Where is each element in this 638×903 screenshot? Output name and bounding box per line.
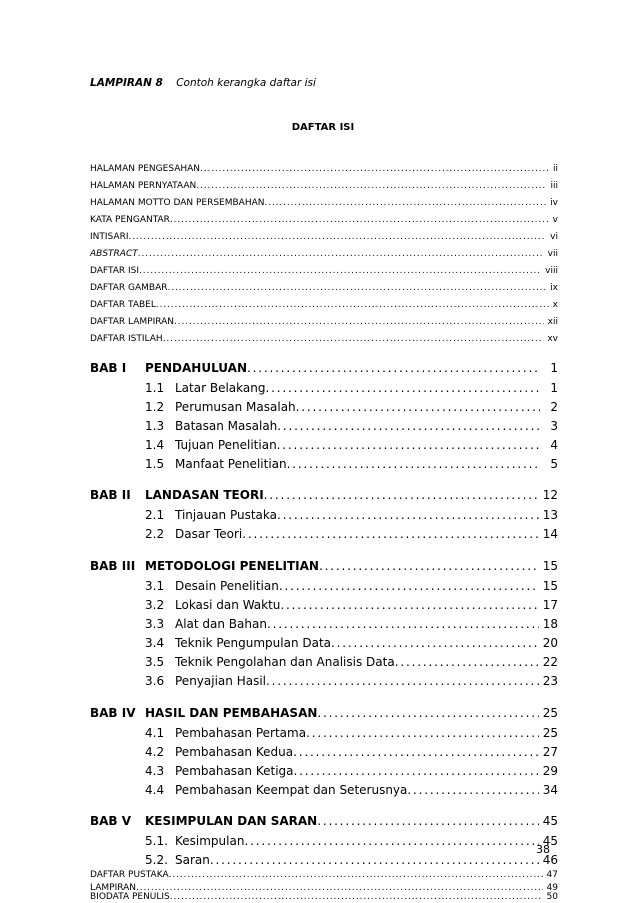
chapter-page: 1 xyxy=(550,361,558,375)
toc-entry xyxy=(90,283,558,293)
section-title: Kesimpulan xyxy=(175,834,245,848)
chapter-heading xyxy=(90,361,558,375)
chapter-title: PENDAHULUAN xyxy=(145,361,247,375)
section-page: 22 xyxy=(542,655,558,669)
chapter-heading xyxy=(90,814,558,828)
chapter-number: BAB II xyxy=(90,488,131,502)
lampiran-label: LAMPIRAN 8 xyxy=(90,77,163,89)
section-page: 4 xyxy=(550,438,558,452)
toc-entry xyxy=(90,181,558,191)
toc-page: 50 xyxy=(546,892,558,902)
toc-page: x xyxy=(552,300,558,310)
section-title: Pembahasan Pertama xyxy=(175,726,307,740)
section-title: Saran xyxy=(175,853,210,867)
section-title: Alat dan Bahan xyxy=(175,617,267,631)
toc-entry xyxy=(90,317,558,327)
toc-page: iii xyxy=(550,181,558,191)
chapter-page: 12 xyxy=(542,488,558,502)
section-title: Tujuan Penelitian xyxy=(175,438,277,452)
section-title: Manfaat Penelitian xyxy=(175,457,287,471)
section-number: 4.1 xyxy=(145,726,165,740)
chapter-page: 15 xyxy=(542,559,558,573)
section-entry xyxy=(145,381,558,395)
toc-label: DAFTAR PUSTAKA xyxy=(90,870,169,880)
toc-entry xyxy=(90,266,558,276)
section-entry xyxy=(145,527,558,541)
chapter-heading xyxy=(90,706,558,720)
section-number: 2.1 xyxy=(145,508,165,522)
section-page: 29 xyxy=(542,764,558,778)
toc-page: iv xyxy=(550,198,558,208)
toc-entry xyxy=(90,215,558,225)
toc-label: KATA PENGANTAR xyxy=(90,215,170,225)
chapter-heading xyxy=(90,559,558,573)
toc-page: vii xyxy=(547,249,558,259)
section-page: 1 xyxy=(550,381,558,395)
toc-label: BIODATA PENULIS xyxy=(90,892,170,902)
section-title: Penyajian Hasil xyxy=(175,674,266,688)
section-page: 2 xyxy=(550,400,558,414)
page-title: DAFTAR ISI xyxy=(291,122,355,133)
section-number: 5.1. xyxy=(145,834,168,848)
toc-entry xyxy=(90,334,558,344)
section-title: Desain Penelitian xyxy=(175,579,279,593)
section-page: 15 xyxy=(542,579,558,593)
chapter-title: LANDASAN TEORI xyxy=(145,488,264,502)
section-title: Teknik Pengolahan dan Analisis Data xyxy=(175,655,395,669)
toc-entry xyxy=(90,198,558,208)
section-number: 3.6 xyxy=(145,674,165,688)
section-page: 3 xyxy=(550,419,558,433)
section-page: 17 xyxy=(542,598,558,612)
section-number: 1.5 xyxy=(145,457,165,471)
section-title: Pembahasan Keempat dan Seterusnya xyxy=(175,783,408,797)
toc-page: xii xyxy=(547,317,558,327)
section-page: 5 xyxy=(550,457,558,471)
section-number: 3.5 xyxy=(145,655,165,669)
chapter-title: KESIMPULAN DAN SARAN xyxy=(145,814,318,828)
toc-page: ii xyxy=(552,164,558,174)
toc-label: DAFTAR ISI xyxy=(90,266,140,276)
section-number: 4.2 xyxy=(145,745,165,759)
section-entry xyxy=(145,674,558,688)
chapter-title: HASIL DAN PEMBAHASAN xyxy=(145,706,318,720)
section-page: 20 xyxy=(542,636,558,650)
section-number: 1.1 xyxy=(145,381,165,395)
toc-page: vi xyxy=(550,232,558,242)
section-number: 1.4 xyxy=(145,438,165,452)
chapter-title: METODOLOGI PENELITIAN xyxy=(145,559,319,573)
section-number: 3.2 xyxy=(145,598,165,612)
chapter-number: BAB I xyxy=(90,361,127,375)
section-title: Dasar Teori xyxy=(175,527,243,541)
section-entry xyxy=(145,853,558,867)
section-page: 23 xyxy=(542,674,558,688)
toc-entry xyxy=(90,892,558,902)
chapter-number: BAB IV xyxy=(90,706,136,720)
lampiran-header xyxy=(90,77,316,89)
section-number: 2.2 xyxy=(145,527,165,541)
chapter-number: BAB III xyxy=(90,559,136,573)
toc-label: ABSTRACT xyxy=(90,249,138,259)
section-title: Batasan Masalah xyxy=(175,419,278,433)
toc-label: LAMPIRAN xyxy=(90,883,137,893)
section-entry xyxy=(145,745,558,759)
toc-page: v xyxy=(552,215,558,225)
section-entry xyxy=(145,579,558,593)
section-number: 5.2. xyxy=(145,853,168,867)
toc-page: ix xyxy=(550,283,558,293)
section-title: Teknik Pengumpulan Data xyxy=(175,636,332,650)
toc-label: HALAMAN PENGESAHAN xyxy=(90,164,201,174)
section-title: Lokasi dan Waktu xyxy=(175,598,281,612)
lampiran-caption: Contoh kerangka daftar isi xyxy=(176,77,316,89)
section-entry xyxy=(145,834,558,848)
toc-page: 49 xyxy=(546,883,558,893)
toc-entry xyxy=(90,300,558,310)
toc-label: DAFTAR TABEL xyxy=(90,300,156,310)
toc-label: HALAMAN MOTTO DAN PERSEMBAHAN xyxy=(90,198,265,208)
section-number: 3.4 xyxy=(145,636,165,650)
section-entry xyxy=(145,598,558,612)
section-number: 4.4 xyxy=(145,783,165,797)
section-entry xyxy=(145,419,558,433)
section-title: Pembahasan Kedua xyxy=(175,745,294,759)
toc-page: xv xyxy=(547,334,558,344)
chapter-page: 45 xyxy=(542,814,558,828)
section-title: Pembahasan Ketiga xyxy=(175,764,294,778)
chapter-page: 25 xyxy=(542,706,558,720)
section-entry xyxy=(145,636,558,650)
toc-label: DAFTAR LAMPIRAN xyxy=(90,317,175,327)
section-page: 45 xyxy=(542,834,558,848)
toc-page: viii xyxy=(545,266,558,276)
section-number: 1.3 xyxy=(145,419,165,433)
toc-entry xyxy=(90,232,558,242)
section-entry xyxy=(145,783,558,797)
section-number: 3.1 xyxy=(145,579,165,593)
section-page: 13 xyxy=(542,508,558,522)
section-entry xyxy=(145,726,558,740)
section-page: 27 xyxy=(542,745,558,759)
section-entry xyxy=(145,508,558,522)
section-page: 18 xyxy=(542,617,558,631)
section-page: 34 xyxy=(542,783,558,797)
section-number: 3.3 xyxy=(145,617,165,631)
toc-label: DAFTAR GAMBAR xyxy=(90,283,168,293)
section-entry xyxy=(145,655,558,669)
toc-label: HALAMAN PERNYATAAN xyxy=(90,181,197,191)
section-entry xyxy=(145,617,558,631)
toc-entry xyxy=(90,870,558,880)
section-entry xyxy=(145,400,558,414)
chapter-heading xyxy=(90,488,558,502)
section-title: Tinjauan Pustaka xyxy=(175,508,277,522)
section-page: 25 xyxy=(542,726,558,740)
toc-entry xyxy=(90,164,558,174)
section-entry xyxy=(145,457,558,471)
section-entry xyxy=(145,438,558,452)
section-page: 46 xyxy=(542,853,558,867)
section-page: 14 xyxy=(542,527,558,541)
section-entry xyxy=(145,764,558,778)
toc-label: INTISARI xyxy=(90,232,129,242)
section-title: Latar Belakang xyxy=(175,381,266,395)
section-title: Perumusan Masalah xyxy=(175,400,296,414)
toc-page: 47 xyxy=(546,870,558,880)
toc-entry xyxy=(90,249,558,259)
section-number: 4.3 xyxy=(145,764,165,778)
toc-label: DAFTAR ISTILAH xyxy=(90,334,163,344)
section-number: 1.2 xyxy=(145,400,165,414)
chapter-number: BAB V xyxy=(90,814,132,828)
page-number: 38 xyxy=(536,843,550,856)
